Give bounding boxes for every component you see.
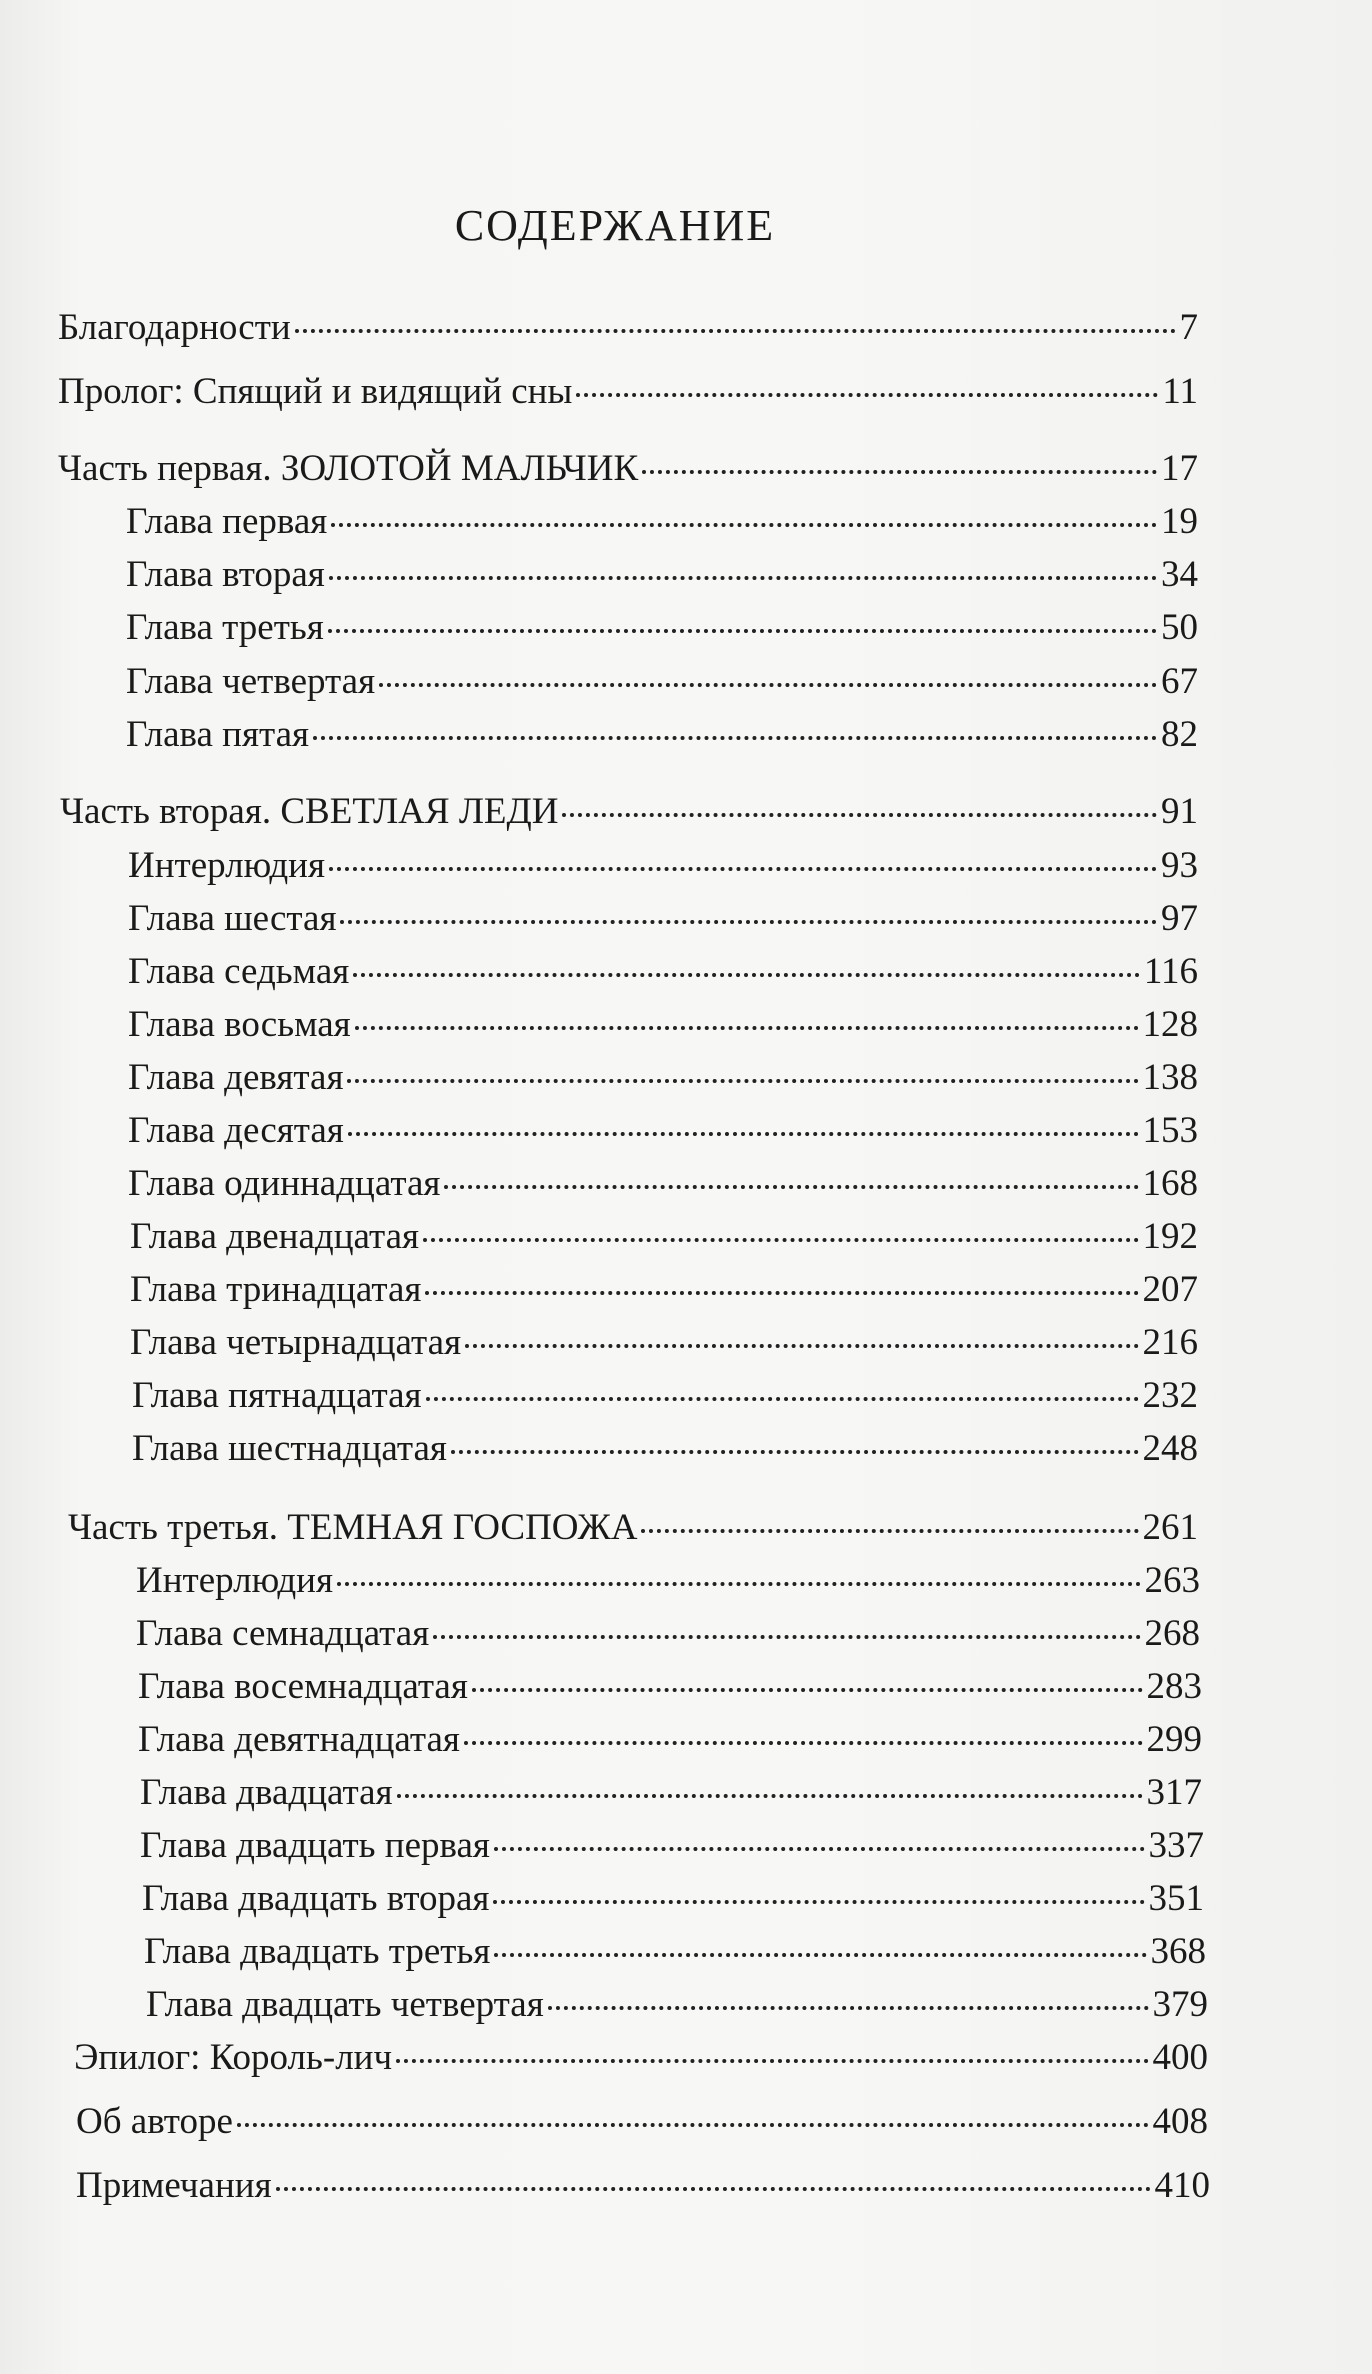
toc-entry-label: Глава двенадцатая	[130, 1216, 420, 1257]
toc-entry-label: Глава двадцать четвертая	[146, 1984, 544, 2025]
page-title: СОДЕРЖАНИЕ	[454, 201, 776, 250]
dot-leader	[396, 2059, 1148, 2063]
toc-entry-label: Глава третья	[126, 607, 324, 648]
toc-entry-page: 116	[1143, 951, 1198, 992]
toc-entry-label: Глава девятая	[128, 1057, 344, 1098]
toc-entry-label: Пролог: Спящий и видящий сны	[58, 371, 573, 412]
toc-entry-label: Глава девятнадцатая	[138, 1719, 460, 1760]
toc-entry-epilogue	[74, 2036, 1208, 2080]
dot-leader	[355, 1026, 1139, 1030]
toc-entry-label: Глава двадцатая	[140, 1772, 393, 1813]
toc-entry-chapter	[136, 1559, 1200, 1603]
toc-entry-notes	[76, 2164, 1210, 2208]
toc-entry-page: 408	[1152, 2101, 1208, 2142]
dot-leader	[426, 1397, 1139, 1401]
dot-leader	[313, 736, 1157, 740]
toc-entry-about-author	[76, 2100, 1208, 2144]
dot-leader	[329, 576, 1157, 580]
dot-leader	[340, 920, 1157, 924]
toc-entry-chapter	[128, 844, 1198, 888]
toc-entry-label: Глава четвертая	[126, 661, 376, 702]
toc-entry-page: 379	[1152, 1984, 1208, 2025]
dot-leader	[348, 1132, 1139, 1136]
toc-entry-page: 93	[1161, 845, 1198, 886]
toc-entry-page: 410	[1154, 2165, 1210, 2206]
dot-leader	[494, 1847, 1145, 1851]
toc-entry-page: 248	[1142, 1428, 1198, 1469]
toc-entry-label: Эпилог: Король-лич	[74, 2037, 393, 2078]
dot-leader	[347, 1079, 1138, 1083]
toc-entry-label: Часть первая. ЗОЛОТОЙ МАЛЬЧИК	[58, 448, 639, 489]
dot-leader	[548, 2006, 1149, 2010]
toc-entry-label: Глава семнадцатая	[136, 1613, 430, 1654]
toc-entry-chapter	[132, 1374, 1198, 1418]
dot-leader	[295, 329, 1176, 333]
dot-leader	[464, 1741, 1143, 1745]
toc-entry-label: Глава пятнадцатая	[132, 1375, 422, 1416]
toc-entry-chapter	[138, 1718, 1202, 1762]
toc-entry-label: Интерлюдия	[136, 1560, 333, 1601]
toc-entry-part-three	[68, 1506, 1198, 1550]
toc-entry-chapter	[128, 1109, 1198, 1153]
toc-entry-page: 368	[1150, 1931, 1206, 1972]
toc-entry-chapter	[128, 1003, 1198, 1047]
toc-entry-chapter	[128, 897, 1198, 941]
toc-entry-chapter	[138, 1665, 1202, 1709]
toc-entry-page: 91	[1161, 791, 1198, 832]
toc-entry-chapter	[140, 1824, 1204, 1868]
dot-leader	[331, 523, 1157, 527]
toc-entry-label: Глава шестнадцатая	[132, 1428, 447, 1469]
toc-entry-label: Об авторе	[76, 2101, 233, 2142]
toc-entry-page: 232	[1142, 1375, 1198, 1416]
toc-entry-page: 216	[1142, 1322, 1198, 1363]
toc-entry-label: Примечания	[76, 2165, 272, 2206]
toc-entry-page: 19	[1161, 501, 1198, 542]
toc-entry-page: 207	[1142, 1269, 1198, 1310]
toc-entry-label: Глава пятая	[126, 714, 310, 755]
toc-entry-label: Интерлюдия	[128, 845, 325, 886]
toc-entry-label: Глава тринадцатая	[130, 1269, 422, 1310]
dot-leader	[379, 683, 1157, 687]
dot-leader	[276, 2187, 1151, 2191]
dot-leader	[451, 1450, 1139, 1454]
toc-entry-label: Часть вторая. СВЕТЛАЯ ЛЕДИ	[60, 791, 559, 832]
toc-entry-page: 138	[1142, 1057, 1198, 1098]
toc-entry-page: 192	[1142, 1216, 1198, 1257]
toc-entry-chapter	[126, 713, 1198, 757]
toc-entry-acknowledgements	[58, 306, 1198, 350]
toc-entry-label: Глава двадцать первая	[140, 1825, 490, 1866]
toc-entry-page: 67	[1161, 661, 1198, 702]
dot-leader	[494, 1953, 1146, 1957]
toc-entry-page: 299	[1146, 1719, 1202, 1760]
toc-entry-label: Глава двадцать вторая	[142, 1878, 490, 1919]
dot-leader	[353, 973, 1140, 977]
toc-entry-part-two	[60, 790, 1198, 834]
dot-leader	[641, 1529, 1138, 1533]
dot-leader	[423, 1238, 1138, 1242]
toc-entry-label: Глава восемнадцатая	[138, 1666, 468, 1707]
toc-entry-page: 337	[1148, 1825, 1204, 1866]
toc-entry-label: Глава седьмая	[128, 951, 350, 992]
toc-entry-chapter	[142, 1877, 1204, 1921]
toc-entry-page: 153	[1142, 1110, 1198, 1151]
toc-entry-page: 168	[1142, 1163, 1198, 1204]
dot-leader	[433, 1635, 1140, 1639]
toc-entry-page: 351	[1148, 1878, 1204, 1919]
toc-entry-label: Глава восьмая	[128, 1004, 351, 1045]
toc-entry-label: Благодарности	[58, 307, 291, 348]
toc-entry-page: 263	[1144, 1560, 1200, 1601]
toc-entry-label: Глава четырнадцатая	[130, 1322, 462, 1363]
dot-leader	[329, 867, 1157, 871]
toc-entry-page: 268	[1144, 1613, 1200, 1654]
toc-entry-page: 261	[1142, 1507, 1198, 1548]
toc-entry-page: 7	[1179, 307, 1198, 348]
toc-entry-chapter	[126, 500, 1198, 544]
dot-leader	[328, 629, 1157, 633]
toc-entry-page: 82	[1161, 714, 1198, 755]
toc-entry-page: 50	[1161, 607, 1198, 648]
toc-entry-page: 283	[1146, 1666, 1202, 1707]
toc-entry-chapter	[126, 553, 1198, 597]
toc-entry-page: 317	[1146, 1772, 1202, 1813]
dot-leader	[425, 1291, 1138, 1295]
dot-leader	[237, 2123, 1149, 2127]
toc-entry-label: Часть третья. ТЕМНАЯ ГОСПОЖА	[68, 1507, 638, 1548]
dot-leader	[493, 1900, 1144, 1904]
dot-leader	[444, 1185, 1138, 1189]
toc-entry-prologue	[58, 370, 1198, 414]
toc-entry-chapter	[128, 1056, 1198, 1100]
dot-leader	[642, 470, 1157, 474]
dot-leader	[397, 1794, 1143, 1798]
toc-entry-label: Глава первая	[126, 501, 328, 542]
toc-entry-chapter	[146, 1983, 1208, 2027]
toc-entry-chapter	[140, 1771, 1202, 1815]
toc-entry-chapter	[144, 1930, 1206, 1974]
toc-entry-label: Глава двадцать третья	[144, 1931, 491, 1972]
toc-entry-label: Глава десятая	[128, 1110, 344, 1151]
toc-entry-chapter	[130, 1268, 1198, 1312]
toc-entry-chapter	[126, 660, 1198, 704]
toc-entry-label: Глава шестая	[128, 898, 337, 939]
toc-entry-page: 34	[1161, 554, 1198, 595]
toc-entry-label: Глава вторая	[126, 554, 325, 595]
toc-entry-chapter	[128, 1162, 1198, 1206]
toc-entry-chapter	[130, 1215, 1198, 1259]
dot-leader	[576, 393, 1158, 397]
toc-entry-page: 11	[1162, 371, 1198, 412]
toc-entry-chapter	[126, 606, 1198, 650]
dot-leader	[465, 1344, 1138, 1348]
dot-leader	[562, 813, 1157, 817]
toc-entry-page: 97	[1161, 898, 1198, 939]
toc-entry-chapter	[130, 1321, 1198, 1365]
toc-entry-part-one	[58, 447, 1198, 491]
toc-entry-page: 128	[1142, 1004, 1198, 1045]
toc-entry-chapter	[132, 1427, 1198, 1471]
dot-leader	[337, 1582, 1141, 1586]
toc-entry-chapter	[136, 1612, 1200, 1656]
toc-entry-page: 400	[1152, 2037, 1208, 2078]
dot-leader	[472, 1688, 1143, 1692]
toc-entry-chapter	[128, 950, 1198, 994]
toc-entry-page: 17	[1161, 448, 1198, 489]
toc-entry-label: Глава одиннадцатая	[128, 1163, 441, 1204]
